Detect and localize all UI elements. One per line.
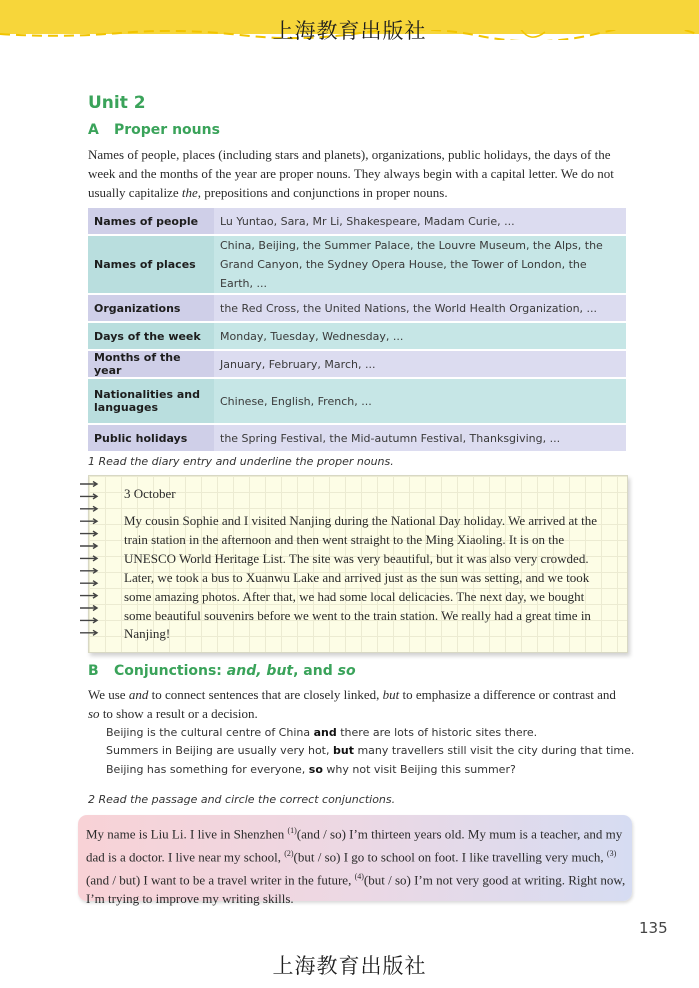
title-sep: , and bbox=[293, 663, 338, 679]
ring-icon bbox=[80, 506, 97, 511]
ring-icon bbox=[80, 519, 97, 524]
intro-text: to connect sentences that are closely linked, bbox=[148, 687, 383, 702]
section-b-letter: B bbox=[88, 663, 99, 679]
title-word-but: but bbox=[266, 663, 294, 679]
ring-icon bbox=[80, 581, 97, 586]
example-text: why not visit Beijing this summer? bbox=[322, 763, 516, 776]
title-word-so: so bbox=[337, 663, 356, 679]
section-b-heading bbox=[88, 663, 356, 679]
passage-segment: (but / so) I’m not very good at writing. Right now, I’m trying to improve my writing skills. bbox=[86, 871, 626, 907]
passage-segment: (and / but) I want to be a travel writer in the future, bbox=[86, 871, 355, 887]
page-number: 135 bbox=[639, 919, 668, 937]
example-sentence bbox=[106, 726, 537, 739]
ring-icon bbox=[80, 568, 97, 573]
table-value-cell: China, Beijing, the Summer Palace, the Louvre Museum, the Alps, the Grand Canyon, the Sydney Opera House, the Tower of London, the Earth, ... bbox=[214, 236, 626, 293]
unit-title: Unit 2 bbox=[88, 93, 146, 113]
table-row bbox=[88, 351, 626, 377]
table-key-cell: Public holidays bbox=[88, 425, 214, 451]
table-key-cell: Days of the week bbox=[88, 323, 214, 349]
proper-nouns-table bbox=[88, 206, 626, 453]
intro-text: to show a result or a decision. bbox=[99, 706, 258, 721]
example-conjunction: but bbox=[333, 744, 354, 757]
title-sep: , bbox=[256, 663, 267, 679]
table-value-cell: Chinese, English, French, ... bbox=[214, 379, 626, 423]
blank-number: (1) bbox=[287, 826, 297, 835]
section-a-heading bbox=[88, 122, 220, 138]
intro-text: to emphasize a difference or contrast and bbox=[399, 687, 616, 702]
table-key-cell: Names of places bbox=[88, 236, 214, 293]
intro-text-1: Names of people, places (including stars and planets), organizations, public holidays, the days of the week and the months of the year are proper nouns. They always begin with a capital letter. We do not usually capitalize bbox=[88, 147, 614, 200]
section-a-intro bbox=[88, 145, 628, 202]
example-conjunction: so bbox=[308, 763, 323, 776]
example-conjunction: and bbox=[313, 726, 337, 739]
ring-icon bbox=[80, 593, 97, 598]
table-key-cell: Names of people bbox=[88, 208, 214, 234]
passage-text bbox=[86, 821, 628, 909]
ring-icon bbox=[80, 630, 97, 635]
blank-number: (2) bbox=[284, 848, 294, 858]
ring-icon bbox=[80, 482, 97, 487]
table-key-cell: Organizations bbox=[88, 295, 214, 321]
table-row bbox=[88, 379, 626, 423]
table-value-cell: the Red Cross, the United Nations, the World Health Organization, ... bbox=[214, 295, 626, 321]
title-word-and: and bbox=[226, 663, 257, 679]
example-text: Summers in Beijing are usually very hot, bbox=[106, 744, 333, 757]
notepad-rings bbox=[78, 476, 102, 652]
example-text: Beijing is the cultural centre of China bbox=[106, 726, 314, 739]
table-row bbox=[88, 425, 626, 451]
example-text: many travellers still visit the city during that time. bbox=[353, 744, 635, 757]
table-value-cell: Lu Yuntao, Sara, Mr Li, Shakespeare, Madam Curie, ... bbox=[214, 208, 626, 234]
table-value-cell: January, February, March, ... bbox=[214, 351, 626, 377]
blank-number: (4) bbox=[354, 871, 364, 881]
intro-conjunction: so bbox=[88, 706, 100, 721]
table-row bbox=[88, 323, 626, 349]
intro-emphasis: the bbox=[181, 185, 198, 200]
diary-text: My cousin Sophie and I visited Nanjing during the National Day holiday. We arrived at the train station in the afternoon and then went straight to the Ming Xiaoling. It is on the UNESCO World Heritage List. The site was very beautiful, but it was also very crowded. Later, we took a bus to Xuanwu Lake and arrived just as the sun was setting, and we took some amazing photos. After that, we had some local delicacies. The next day, we bought some beautiful souvenirs before we went to the train station. We really had a great time in Nanjing! bbox=[124, 513, 597, 642]
table-row bbox=[88, 295, 626, 321]
exercise-1-instruction: 1 Read the diary entry and underline the proper nouns. bbox=[88, 455, 394, 468]
table-value-cell: Monday, Tuesday, Wednesday, ... bbox=[214, 323, 626, 349]
example-text: Beijing has something for everyone, bbox=[106, 763, 309, 776]
exercise-2-instruction: 2 Read the passage and circle the correct conjunctions. bbox=[88, 793, 396, 806]
table-value-cell: the Spring Festival, the Mid-autumn Festival, Thanksgiving, ... bbox=[214, 425, 626, 451]
table-key-cell: Months of the year bbox=[88, 351, 214, 377]
section-b-intro bbox=[88, 685, 628, 723]
blank-number: (3) bbox=[606, 848, 617, 858]
ring-icon bbox=[80, 556, 97, 561]
section-a-letter: A bbox=[88, 122, 99, 138]
table-key-cell: Nationalities and languages bbox=[88, 379, 214, 423]
intro-text: We use bbox=[88, 687, 129, 702]
table-row bbox=[88, 208, 626, 234]
passage-segment: (but / so) I go to school on foot. I like travelling very much, bbox=[293, 849, 607, 865]
publisher-watermark-top: 上海教育出版社 bbox=[272, 19, 427, 43]
ring-icon bbox=[80, 606, 97, 611]
passage-segment: My name is Liu Li. I live in Shenzhen bbox=[86, 826, 288, 842]
diary-date: 3 October bbox=[124, 486, 176, 501]
ring-icon bbox=[80, 618, 97, 623]
intro-conjunction: and bbox=[128, 687, 149, 702]
ring-icon bbox=[80, 494, 97, 499]
table-row bbox=[88, 236, 626, 293]
example-sentence bbox=[106, 763, 516, 776]
passage-segment: (and / so) I’m thirteen years old. My mum is a teacher, and my dad is a doctor. I live near my school, bbox=[86, 826, 623, 865]
ring-icon bbox=[80, 531, 97, 536]
intro-text-2: , prepositions and conjunctions in proper nouns. bbox=[197, 185, 448, 200]
intro-conjunction: but bbox=[382, 687, 400, 702]
section-b-title-prefix: Conjunctions: bbox=[114, 663, 227, 679]
ring-icon bbox=[80, 544, 97, 549]
section-a-title: Proper nouns bbox=[114, 122, 220, 138]
example-sentence bbox=[106, 744, 634, 757]
example-text: there are lots of historic sites there. bbox=[336, 726, 538, 739]
publisher-watermark-bottom: 上海教育出版社 bbox=[272, 954, 427, 978]
